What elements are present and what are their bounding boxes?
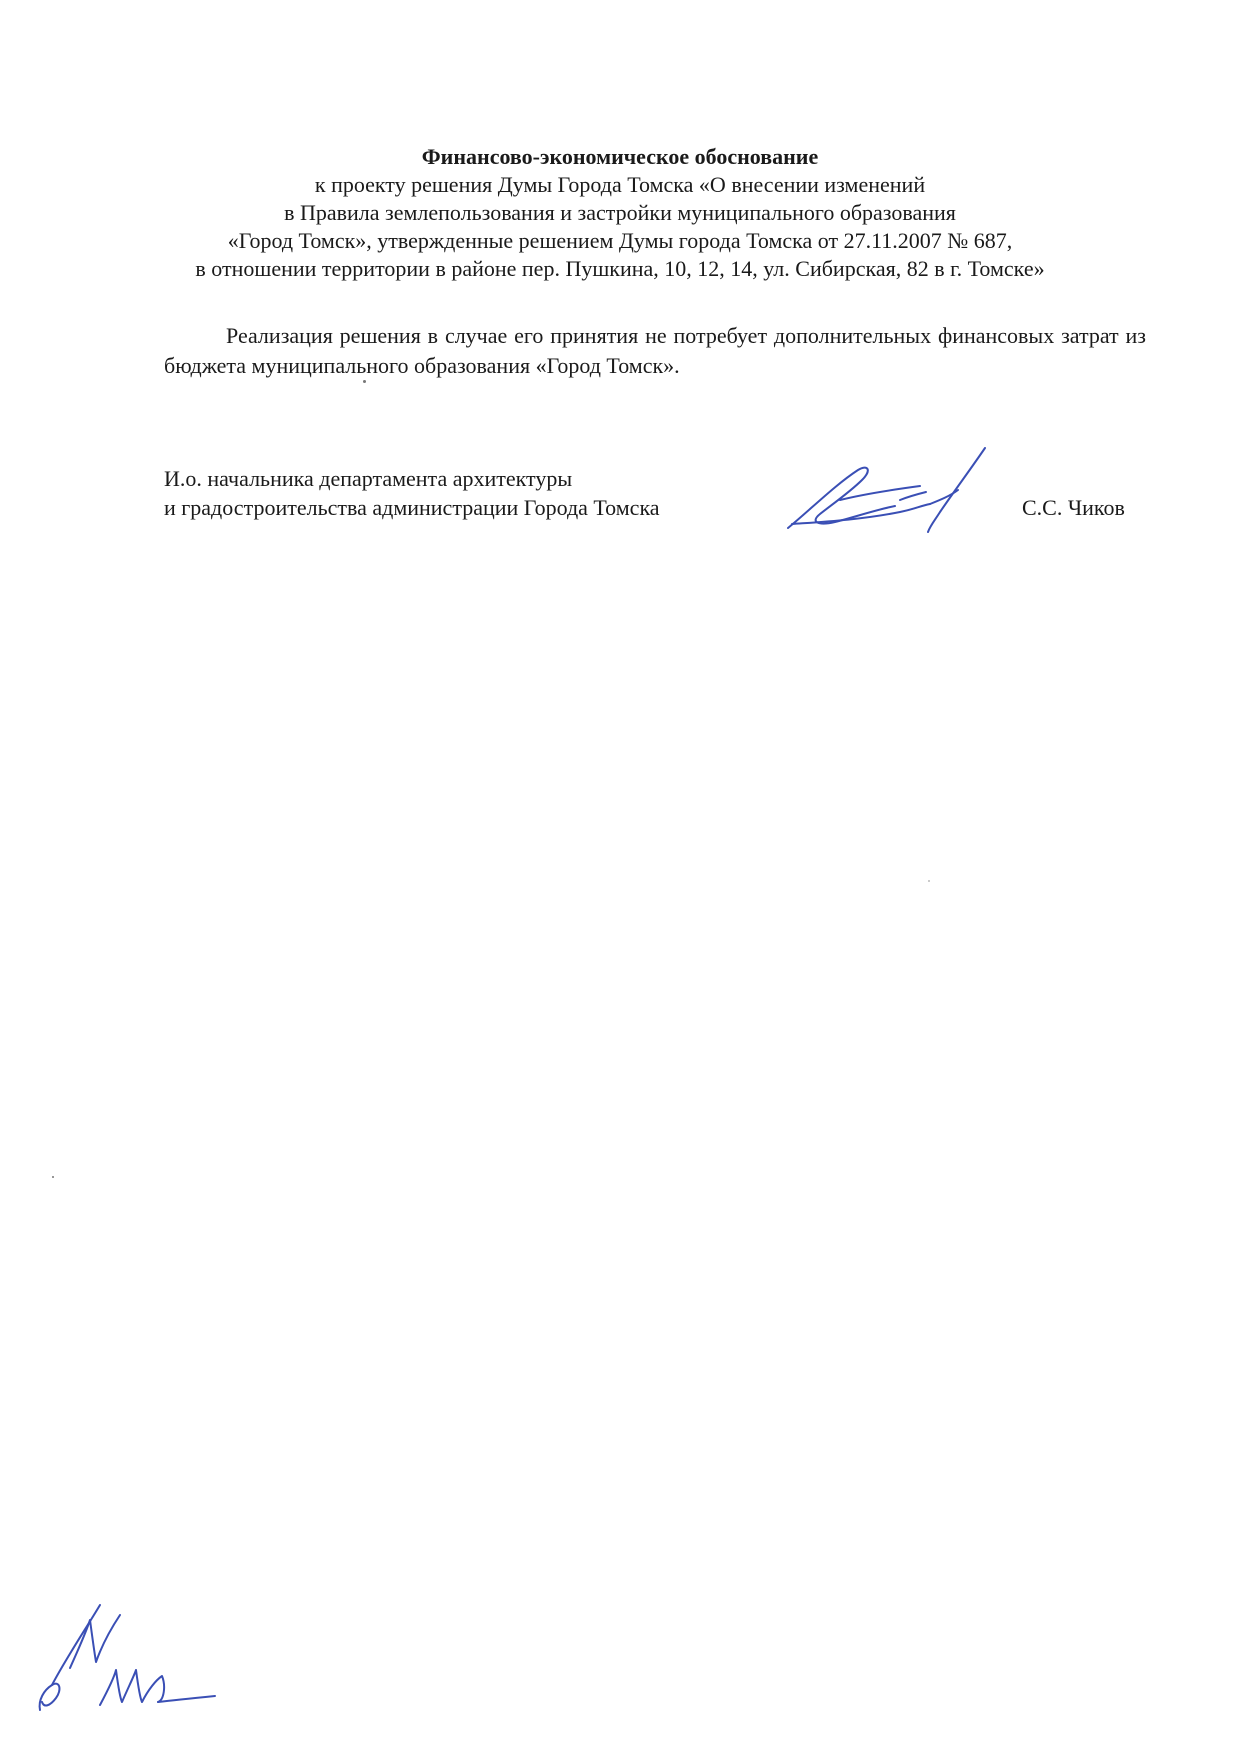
handwritten-initials xyxy=(30,1590,230,1720)
signatory-position xyxy=(164,464,660,522)
subtitle-line-1: к проекту решения Думы Города Томска «О внесении изменений xyxy=(314,172,926,197)
signatory-position-line-2: и градостроительства администрации Города Томска xyxy=(164,495,660,520)
scan-speck xyxy=(52,1176,54,1178)
body-paragraph: Реализация решения в случае его принятия не потребует дополнительных финансовых затрат из бюджета муниципального образования «Город Томск». xyxy=(164,323,1146,378)
document-heading xyxy=(150,143,1090,283)
scan-speck xyxy=(363,380,366,383)
handwritten-signature xyxy=(780,440,1010,540)
subtitle-line-4: в отношении территории в районе пер. Пушкина, 10, 12, 14, ул. Сибирская, 82 в г. Томске» xyxy=(195,256,1045,281)
subtitle-line-2: в Правила землепользования и застройки муниципального образования xyxy=(284,200,956,225)
signatory-position-line-1: И.о. начальника департамента архитектуры xyxy=(164,466,573,491)
scan-speck xyxy=(928,880,930,882)
subtitle-line-3: «Город Томск», утвержденные решением Думы города Томска от 27.11.2007 № 687, xyxy=(227,228,1013,253)
document-title: Финансово-экономическое обоснование xyxy=(421,144,819,169)
signatory-name: С.С. Чиков xyxy=(1022,495,1125,520)
